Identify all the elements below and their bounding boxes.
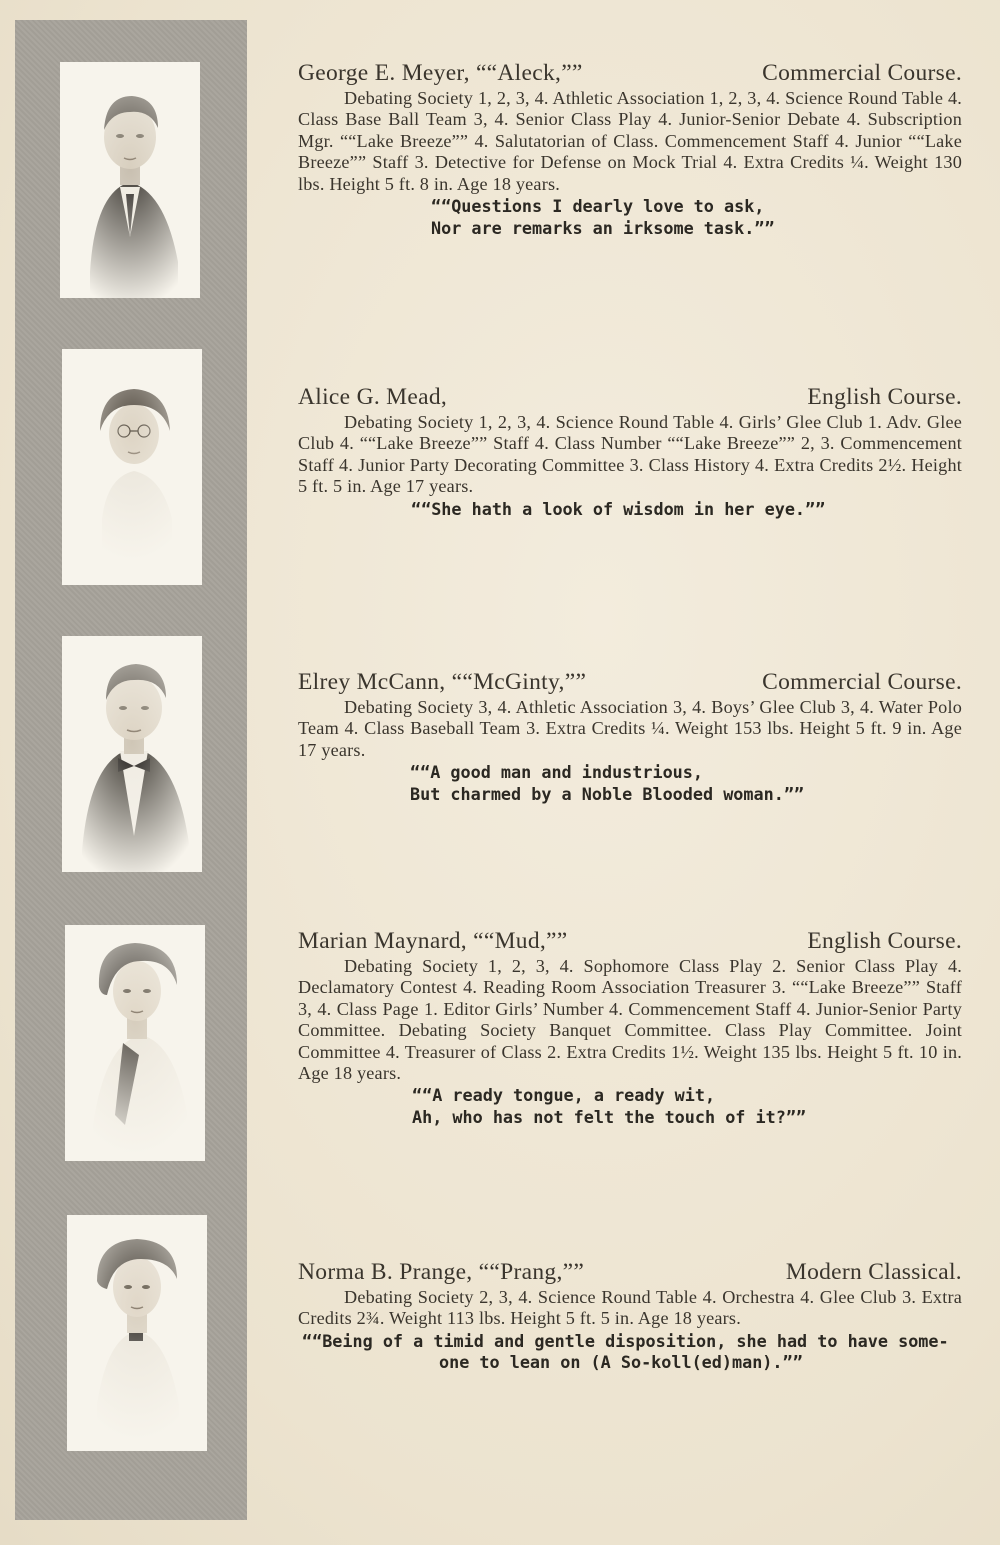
quote-line: one to lean on (A So-koll(ed)man).”” [439,1352,803,1373]
student-entry [298,58,962,239]
student-name: Elrey McCann, ““McGinty,”” [298,669,587,695]
student-entry [298,382,962,520]
course-name: Modern Classical. [785,1259,962,1285]
student-activities: Debating Society 1, 2, 3, 4. Athletic Association 1, 2, 3, 4. Science Round Table 4. Class Base Ball Team 3, 4. Senior Class Play 4. Junior-Senior Debate 4. Subscription Mgr. ““Lake Breeze”” 4. Salutatorian of Class. Commencement Staff 4. Junior ““Lake Breeze”” Staff 3. Detective for Defense on Mock Trial 4. Extra Credits ¼. Weight 130 lbs. Height 5 ft. 8 in. Age 18 years. [298,88,962,194]
student-activities: Debating Society 1, 2, 3, 4. Science Round Table 4. Girls’ Glee Club 1. Adv. Glee Club 4. ““Lake Breeze”” Staff 4. Class Number ““Lake Breeze”” 2, 3. Commencement Staff 4. Junior Party Decorating Committee 3. Class History 4. Extra Credits 2½. Height 5 ft. 5 in. Age 17 years. [298,412,962,497]
portrait-photo-alice-mead [62,349,202,585]
student-name: Marian Maynard, ““Mud,”” [298,928,568,954]
quote-line: But charmed by a Noble Blooded woman.”” [410,783,805,804]
student-activities: Debating Society 2, 3, 4. Science Round Table 4. Orchestra 4. Glee Club 3. Extra Credits 2¾. Weight 113 lbs. Height 5 ft. 5 in. Age 18 years. [298,1287,962,1329]
course-name: English Course. [807,928,962,954]
course-name: Commercial Course. [762,60,962,86]
quote-line: ““Being of a timid and gentle disposition, she had to have some- [302,1330,949,1351]
course-name: English Course. [807,384,962,410]
quote-line: Nor are remarks an irksome task.”” [431,217,775,238]
student-entry [298,926,962,1128]
entry-header [298,667,962,697]
student-name: Alice G. Mead, [298,384,448,410]
entry-header [298,1257,962,1287]
entry-header [298,58,962,88]
student-name: George E. Meyer, ““Aleck,”” [298,60,583,86]
student-name: Norma B. Prange, ““Prang,”” [298,1259,585,1285]
quote-line: ““Questions I dearly love to ask, [431,196,765,217]
student-activities: Debating Society 3, 4. Athletic Association 3, 4. Boys’ Glee Club 3, 4. Water Polo Team 4. Class Baseball Team 3. Extra Credits ¼. Weight 153 lbs. Height 5 ft. 9 in. Age 17 years. [298,697,962,760]
portrait-photo-marian-maynard [65,925,205,1161]
student-activities: Debating Society 1, 2, 3, 4. Sophomore Class Play 2. Senior Class Play 4. Declamatory Contest 4. Reading Room Association Treasurer 3. ““Lake Breeze”” Staff 3, 4. Class Page 1. Editor Girls’ Number 4. Commencement Staff 4. Junior-Senior Party Committee. Debating Society Banquet Committee. Class Play Committee. Joint Committee 4. Treasurer of Class 2. Extra Credits 1½. Weight 135 lbs. Height 5 ft. 10 in. Age 18 years. [298,956,962,1084]
student-entry [298,1257,962,1374]
course-name: Commercial Course. [762,669,962,695]
student-quote [298,196,962,239]
quote-line: Ah, who has not felt the touch of it?”” [412,1106,807,1127]
student-quote [298,1331,962,1374]
student-quote [298,762,962,805]
entry-header [298,382,962,412]
student-quote [298,499,962,521]
portrait-photo-george-meyer [60,62,200,298]
quote-line: ““She hath a look of wisdom in her eye.”” [411,498,826,519]
entry-header [298,926,962,956]
student-quote [298,1085,962,1128]
portrait-photo-elrey-mccann [62,636,202,872]
quote-line: ““A ready tongue, a ready wit, [412,1085,716,1106]
quote-line: ““A good man and industrious, [410,762,703,783]
portrait-photo-norma-prange [67,1215,207,1451]
student-entry [298,667,962,805]
